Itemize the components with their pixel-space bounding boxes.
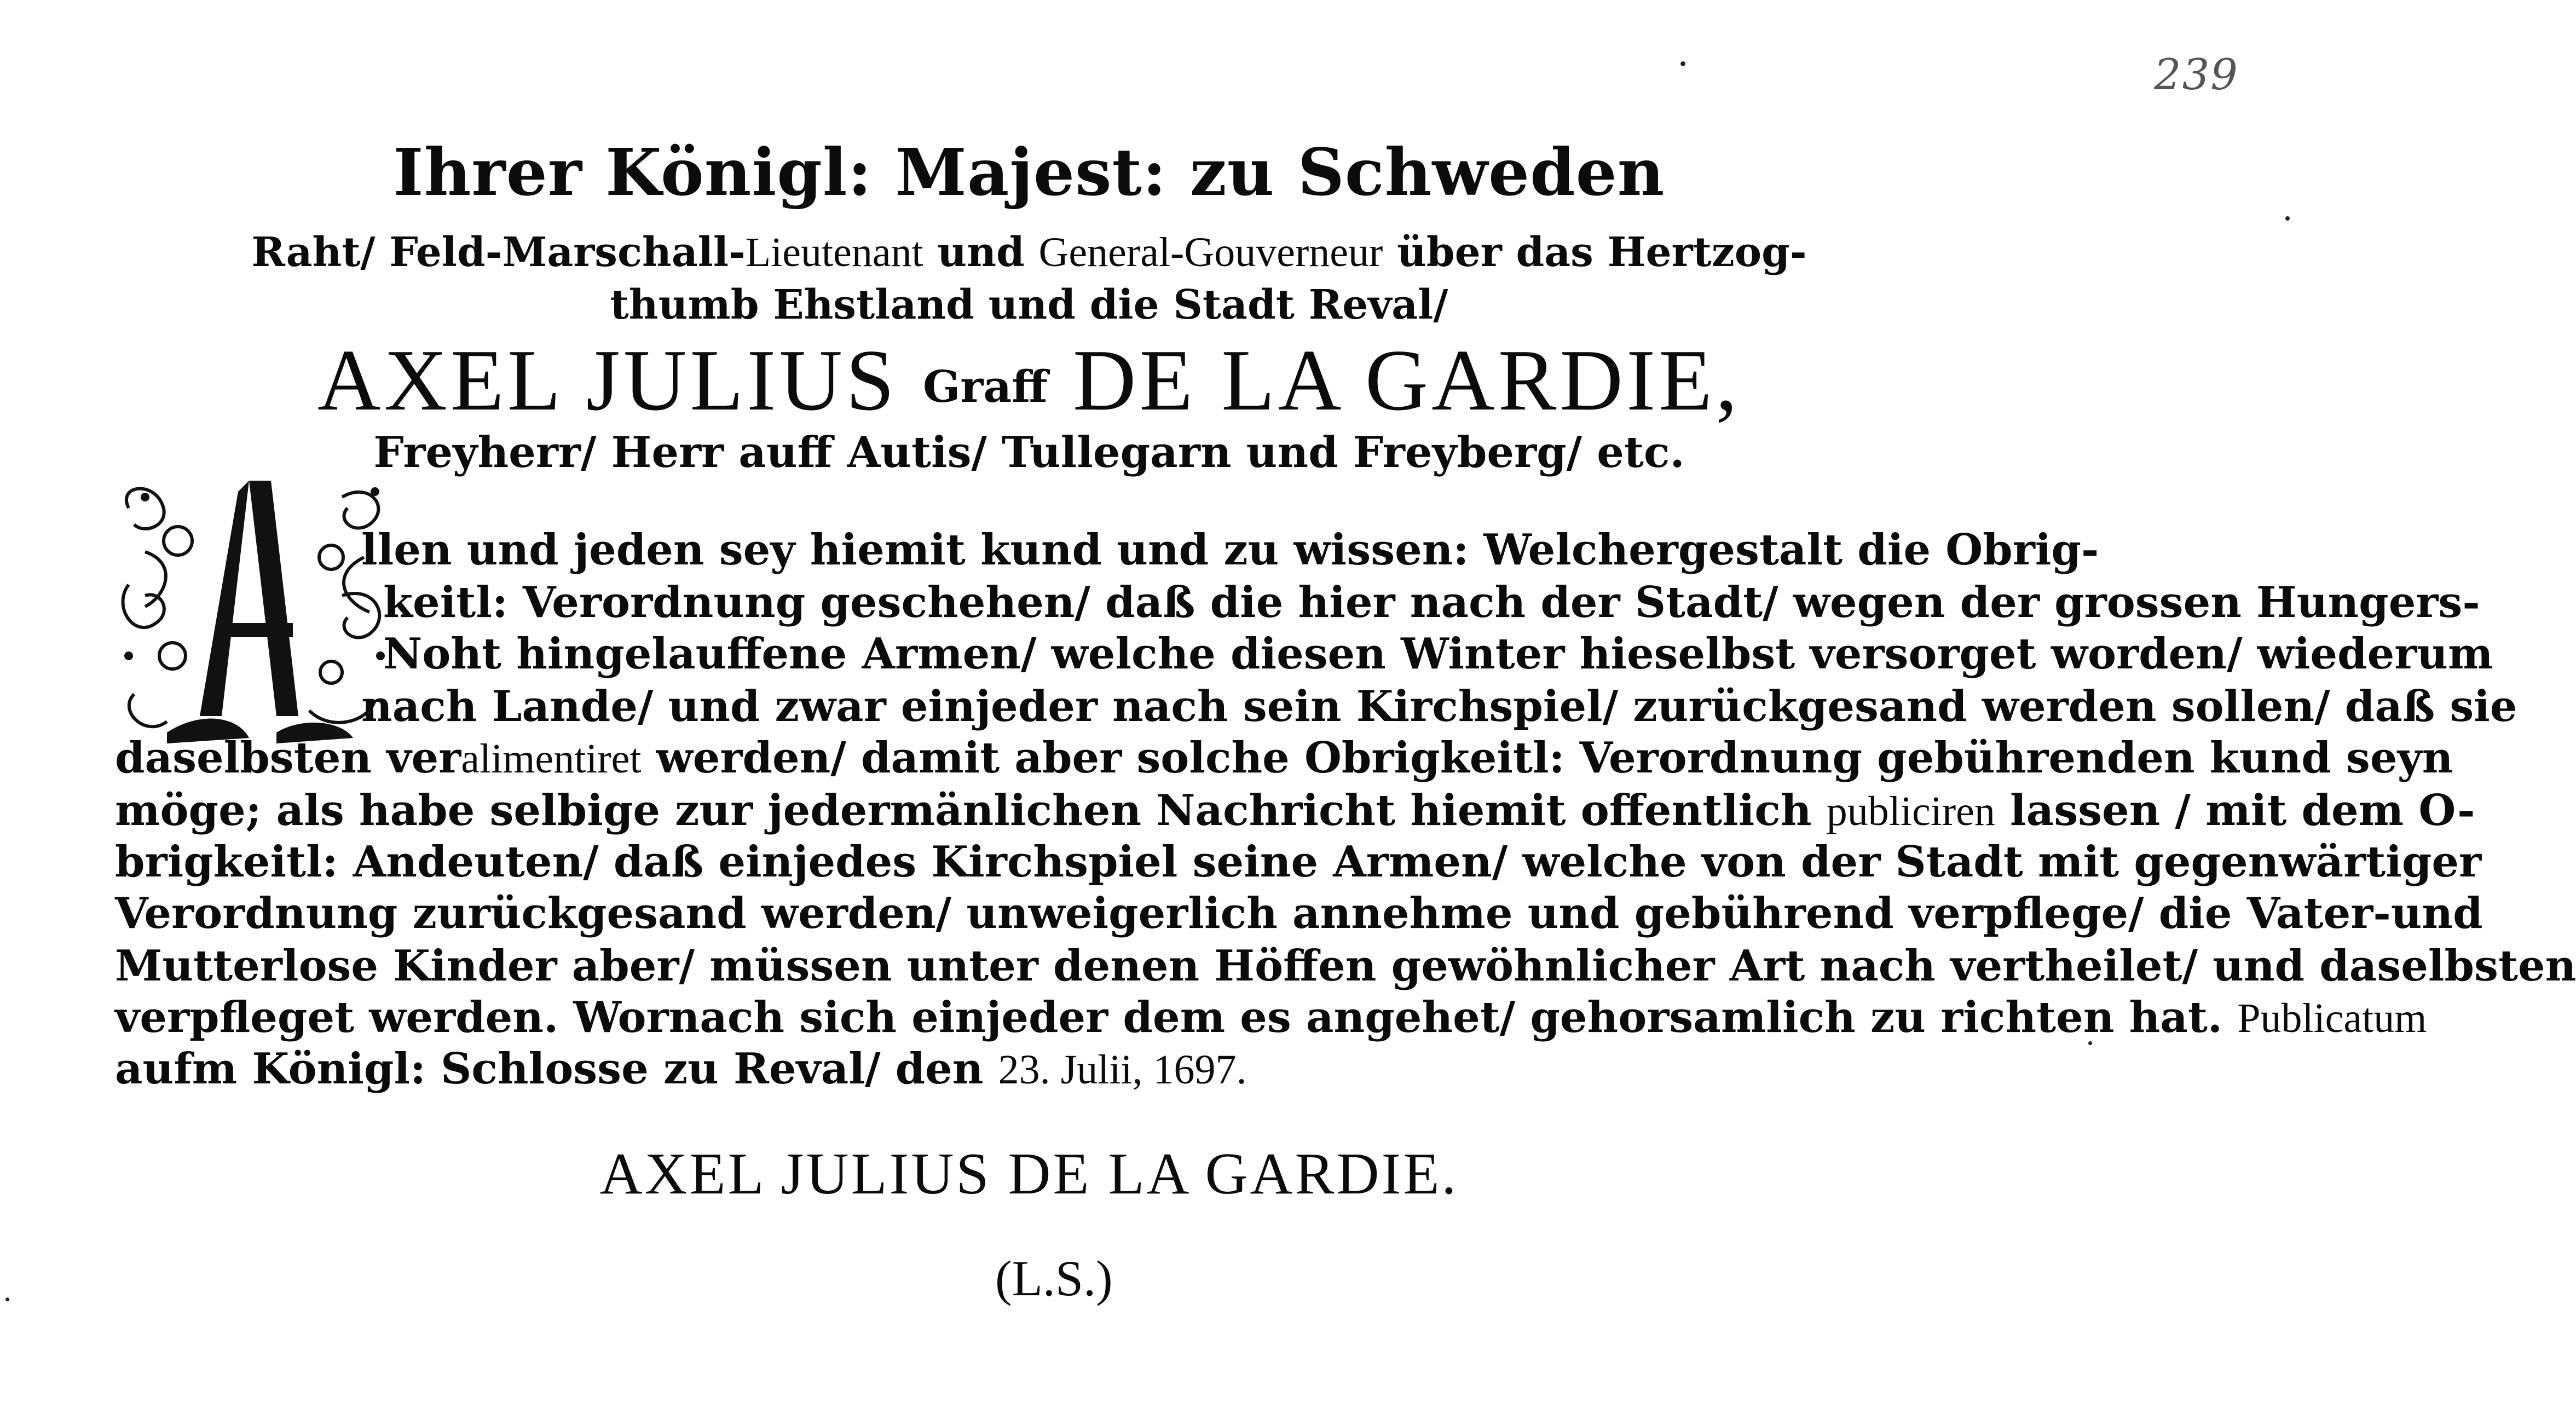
governor-titles: Freyherr/ Herr auff Autis/ Tullegarn und Freyberg/ etc. [373, 428, 1685, 477]
body-text: werden/ damit aber solche Obrigkeitl: Verordnung gebührenden kund seyn [641, 733, 2453, 783]
subtitle-text: und [923, 229, 1039, 276]
subtitle-text: Raht/ Feld-Marschall- [251, 229, 746, 276]
body-line-2: keitl: Verordnung geschehen/ daß die hier nach der Stadt/ wegen der grossen Hungers- [383, 578, 2480, 627]
body-line-3: Noht hingelauffene Armen/ welche diesen Winter hieselbst versorget worden/ wiederum [383, 629, 2493, 679]
body-text: daselbsten ver [115, 733, 461, 783]
body-roman: 23. [998, 1047, 1050, 1093]
ink-speck [2285, 216, 2290, 221]
body-roman: publiciren [1826, 788, 1995, 834]
body-roman: alimentiret [461, 736, 642, 782]
subtitle-line-2: thumb Ehstland und die Stadt Reval/ [610, 281, 1448, 328]
body-line-5 [115, 734, 2453, 783]
governor-name [0, 331, 2058, 436]
subtitle-text: über das Hertzog- [1383, 229, 1807, 276]
body-line-7: brigkeitl: Andeuten/ daß einjedes Kirchspiel seine Armen/ welche von der Stadt mit gegenwärtiger [115, 837, 2482, 887]
seal-mark: (L.S.) [995, 1250, 1113, 1306]
body-roman: Julii, 1697. [1050, 1047, 1247, 1093]
body-line-9: Mutterlose Kinder aber/ müssen unter denen Höffen gewöhnlicher Art nach vertheilet/ und daselbsten [115, 941, 2576, 991]
name-last: DE LA GARDIE, [1072, 331, 1741, 429]
page-number: 239 [2154, 50, 2239, 100]
subtitle-roman: General-Gouverneur [1038, 229, 1383, 275]
body-text: aufm Königl: Schlosse zu Reval/ den [115, 1044, 998, 1094]
subtitle-line-1 [0, 226, 2058, 279]
signature: AXEL JULIUS DE LA GARDIE. [599, 1141, 1459, 1207]
document-title: Ihrer Königl: Majest: zu Schweden [393, 134, 1665, 210]
name-first: AXEL JULIUS [317, 331, 898, 429]
body-text: verpfleget werden. Wornach sich einjeder dem es angehet/ gehorsamlich zu richten hat. [115, 993, 2238, 1042]
body-line-4: nach Lande/ und zwar einjeder nach sein Kirchspiel/ zurückgesand werden sollen/ daß sie [361, 682, 2517, 731]
decorated-initial-a-icon [112, 475, 397, 749]
body-text: möge; als habe selbige zur jedermänlichen Nachricht hiemit offentlich [115, 786, 1827, 835]
body-line-11 [115, 1045, 1247, 1094]
body-line-1: llen und jeden sey hiemit kund und zu wissen: Welchergestalt die Obrig- [361, 525, 2099, 575]
subtitle-roman: Lieutenant [745, 229, 923, 275]
name-graff: Graff [922, 361, 1048, 412]
ink-speck [5, 1297, 9, 1301]
body-text: lassen / mit dem O- [1995, 786, 2475, 835]
body-line-6 [115, 786, 2475, 836]
body-roman: Publicatum [2237, 995, 2427, 1041]
body-line-8: Verordnung zurückgesand werden/ unweigerlich annehme und gebührend verpflege/ die Vater-und [115, 889, 2483, 938]
body-line-10 [115, 993, 2427, 1043]
ink-speck [1680, 61, 1685, 66]
